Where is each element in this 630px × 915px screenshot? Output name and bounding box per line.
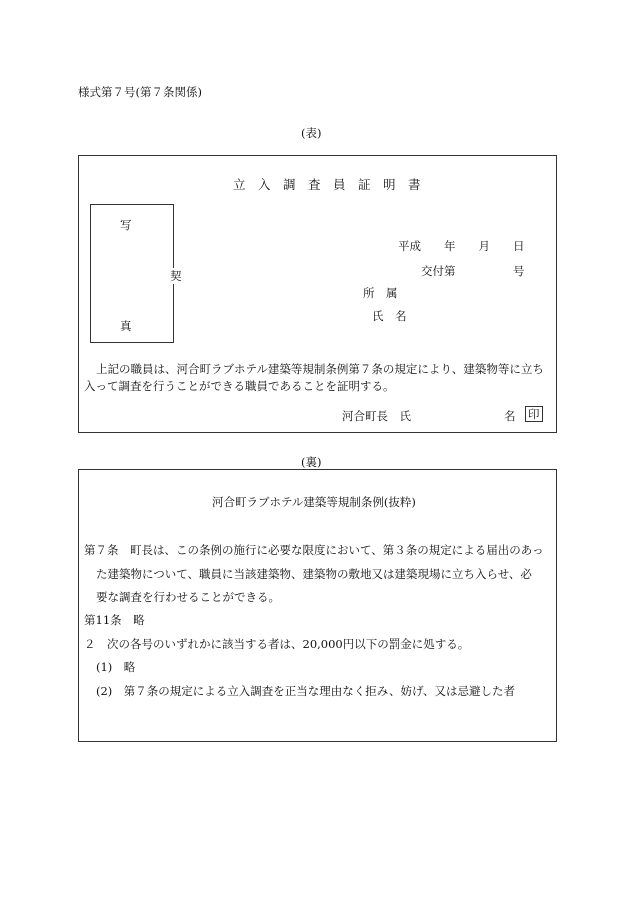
issue-date: 平成 年 月 日 — [398, 239, 525, 253]
issuer-label: 河合町長 氏 — [342, 409, 411, 423]
article7-line1: 第７条 町長は、この条例の施行に必要な限度において、第３条の規定による届出のあっ — [84, 543, 544, 557]
form-header: 様式第７号(第７条関係) — [78, 85, 202, 99]
seal-boundary-char: 契 — [170, 269, 182, 283]
clause2: ２ 次の各号のいずれかに該当する者は、20,000円以下の罰金に処する。 — [84, 637, 470, 651]
article7-line3: 要な調査を行わせることができる。 — [96, 590, 280, 604]
photo-label-top: 写 — [120, 218, 132, 232]
front-label: (表) — [301, 126, 322, 140]
name-label: 氏 名 — [372, 309, 407, 323]
item1: (1) 略 — [96, 660, 136, 674]
photo-label-bottom: 真 — [120, 319, 132, 333]
back-label: (裏) — [301, 455, 322, 469]
item2: (2) 第７条の規定による立入調査を正当な理由なく拒み、妨げ、又は忌避した者 — [96, 684, 516, 698]
certificate-body-line2: 入って調査を行うことができる職員であることを証明する。 — [84, 379, 395, 393]
seal-text: 印 — [525, 406, 543, 422]
seal-mark — [525, 406, 543, 422]
front-card — [78, 155, 557, 433]
issue-number: 交付第 号 — [421, 264, 525, 278]
certificate-title: 立 入 調 査 員 証 明 書 — [233, 177, 421, 192]
excerpt-title: 河合町ラブホテル建築等規制条例(抜粋) — [212, 495, 416, 509]
issuer-name-suffix: 名 — [504, 409, 516, 423]
affiliation-label: 所 属 — [363, 286, 398, 300]
article11: 第11条 略 — [84, 613, 145, 627]
article7-line2: た建築物について、職員に当該建築物、建築物の敷地又は建築現場に立ち入らせ、必 — [96, 567, 532, 581]
photo-box — [90, 204, 174, 343]
certificate-body-line1: 上記の職員は、河合町ラブホテル建築等規制条例第７条の規定により、建築物等に立ち — [96, 362, 544, 376]
back-card — [78, 469, 557, 742]
